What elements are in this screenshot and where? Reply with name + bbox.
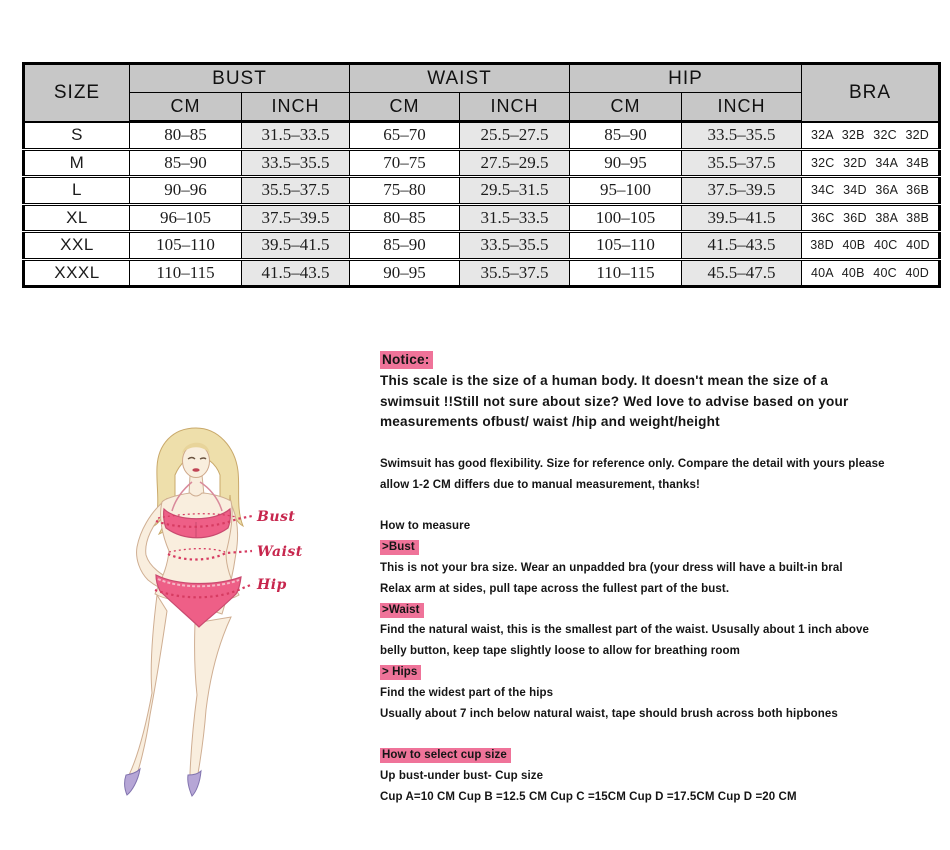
note-line xyxy=(380,600,940,621)
table-row xyxy=(24,259,940,287)
note-line xyxy=(380,516,940,537)
table-cell-bust_cm: 96–105 xyxy=(130,204,242,232)
table-cell-waist_cm: 75–80 xyxy=(350,177,460,205)
note-text: Notice: xyxy=(380,351,433,369)
note-text: Up bust-under bust- Cup size xyxy=(380,769,544,782)
table-cell-bust_inch: 37.5–39.5 xyxy=(242,204,350,232)
note-line xyxy=(380,558,940,579)
lips xyxy=(192,468,199,472)
table-cell-size: M xyxy=(24,149,130,177)
note-line xyxy=(380,392,940,413)
note-line xyxy=(380,745,940,766)
waist-label: Waist xyxy=(257,544,303,560)
table-cell-size: XXXL xyxy=(24,259,130,287)
header-size: SIZE xyxy=(24,64,130,122)
right-leg xyxy=(190,617,231,785)
table-row xyxy=(24,177,940,205)
table-cell-waist_inch: 35.5–37.5 xyxy=(460,259,570,287)
note-line xyxy=(380,454,940,475)
table-cell-hip_inch: 39.5–41.5 xyxy=(682,204,802,232)
note-spacer xyxy=(380,724,940,745)
note-text: How to select cup size xyxy=(380,748,511,763)
table-cell-hip_inch: 33.5–35.5 xyxy=(682,122,802,150)
header-hip-inch: INCH xyxy=(682,93,802,122)
table-cell-bust_cm: 80–85 xyxy=(130,122,242,150)
table-cell-bust_inch: 39.5–41.5 xyxy=(242,232,350,260)
note-text: >Waist xyxy=(380,603,424,618)
note-line xyxy=(380,537,940,558)
table-cell-bra: 34C 34D 36A 36B xyxy=(802,177,940,205)
note-line xyxy=(380,766,940,787)
header-hip-cm: CM xyxy=(570,93,682,122)
table-cell-hip_inch: 45.5–47.5 xyxy=(682,259,802,287)
note-text: swimsuit !!Still not sure about size? Wed love to advise based on your xyxy=(380,393,849,409)
table-cell-hip_inch: 41.5–43.5 xyxy=(682,232,802,260)
note-text: This is not your bra size. Wear an unpadded bra (your dress will have a built-in bral xyxy=(380,561,843,574)
note-text: belly button, keep tape slightly loose to allow for breathing room xyxy=(380,645,740,658)
table-cell-hip_cm: 85–90 xyxy=(570,122,682,150)
table-cell-size: S xyxy=(24,122,130,150)
table-cell-waist_cm: 70–75 xyxy=(350,149,460,177)
table-cell-bust_inch: 31.5–33.5 xyxy=(242,122,350,150)
table-row xyxy=(24,149,940,177)
header-bust-inch: INCH xyxy=(242,93,350,122)
table-cell-bra: 38D 40B 40C 40D xyxy=(802,232,940,260)
table-cell-bust_cm: 110–115 xyxy=(130,259,242,287)
table-cell-hip_inch: 35.5–37.5 xyxy=(682,149,802,177)
note-text: >Bust xyxy=(380,540,419,555)
table-cell-hip_cm: 90–95 xyxy=(570,149,682,177)
note-text: This scale is the size of a human body. It doesn't mean the size of a xyxy=(380,372,829,388)
header-waist: WAIST xyxy=(350,64,570,93)
hip-label: Hip xyxy=(257,577,287,593)
note-text: > Hips xyxy=(380,665,421,680)
table-cell-bust_cm: 105–110 xyxy=(130,232,242,260)
note-text: How to measure xyxy=(380,520,471,533)
table-cell-bra: 40A 40B 40C 40D xyxy=(802,259,940,287)
table-row xyxy=(24,204,940,232)
table-cell-hip_cm: 95–100 xyxy=(570,177,682,205)
table-cell-hip_cm: 105–110 xyxy=(570,232,682,260)
size-chart-table xyxy=(22,62,941,288)
note-text: Relax arm at sides, pull tape across the fullest part of the bust. xyxy=(380,582,730,595)
table-cell-waist_inch: 27.5–29.5 xyxy=(460,149,570,177)
table-cell-bust_inch: 35.5–37.5 xyxy=(242,177,350,205)
table-cell-bra: 32A 32B 32C 32D xyxy=(802,122,940,150)
table-cell-size: L xyxy=(24,177,130,205)
table-cell-waist_cm: 85–90 xyxy=(350,232,460,260)
table-cell-bust_inch: 41.5–43.5 xyxy=(242,259,350,287)
table-cell-bust_inch: 33.5–35.5 xyxy=(242,149,350,177)
right-shoe xyxy=(188,771,201,796)
note-line xyxy=(380,704,940,725)
notes-column xyxy=(380,350,940,808)
note-line xyxy=(380,787,940,808)
table-cell-size: XXL xyxy=(24,232,130,260)
table-row xyxy=(24,232,940,260)
table-cell-bust_cm: 90–96 xyxy=(130,177,242,205)
note-line xyxy=(380,475,940,496)
figure-sketch xyxy=(100,425,390,820)
note-text: Usually about 7 inch below natural waist, tape should brush across both hipbones xyxy=(380,707,838,720)
table-cell-bust_cm: 85–90 xyxy=(130,149,242,177)
table-cell-hip_inch: 37.5–39.5 xyxy=(682,177,802,205)
note-line xyxy=(380,641,940,662)
table-cell-waist_inch: 31.5–33.5 xyxy=(460,204,570,232)
note-text: Find the natural waist, this is the smallest part of the waist. Ususally about 1 inch above xyxy=(380,624,870,637)
header-hip: HIP xyxy=(570,64,802,93)
size-table-body xyxy=(24,122,940,287)
table-cell-waist_cm: 65–70 xyxy=(350,122,460,150)
table-cell-bra: 36C 36D 38A 38B xyxy=(802,204,940,232)
table-cell-bra: 32C 32D 34A 34B xyxy=(802,149,940,177)
header-bust-cm: CM xyxy=(130,93,242,122)
header-bra: BRA xyxy=(802,64,940,122)
table-cell-waist_cm: 80–85 xyxy=(350,204,460,232)
note-line xyxy=(380,662,940,683)
note-line xyxy=(380,683,940,704)
table-cell-waist_cm: 90–95 xyxy=(350,259,460,287)
header-waist-cm: CM xyxy=(350,93,460,122)
note-spacer xyxy=(380,496,940,517)
note-line xyxy=(380,579,940,600)
header-bust: BUST xyxy=(130,64,350,93)
note-text: Find the widest part of the hips xyxy=(380,686,554,699)
note-line xyxy=(380,412,940,433)
note-text: allow 1-2 CM differs due to manual measurement, thanks! xyxy=(380,478,700,491)
note-line xyxy=(380,350,940,371)
left-leg xyxy=(126,595,167,789)
left-shoe xyxy=(125,769,140,795)
note-text: Swimsuit has good flexibility. Size for reference only. Compare the detail with yours please xyxy=(380,457,885,470)
note-text: measurements ofbust/ waist /hip and weight/height xyxy=(380,414,720,430)
body-measurement-figure xyxy=(100,425,390,820)
note-line xyxy=(380,620,940,641)
size-chart-table-wrap xyxy=(22,62,941,288)
header-waist-inch: INCH xyxy=(460,93,570,122)
table-cell-size: XL xyxy=(24,204,130,232)
bust-label: Bust xyxy=(257,509,296,525)
note-line xyxy=(380,371,940,392)
table-cell-hip_cm: 100–105 xyxy=(570,204,682,232)
note-text: Cup A=10 CM Cup B =12.5 CM Cup C =15CM Cup D =17.5CM Cup D =20 CM xyxy=(380,790,797,803)
table-row xyxy=(24,122,940,150)
table-cell-waist_inch: 33.5–35.5 xyxy=(460,232,570,260)
table-cell-waist_inch: 25.5–27.5 xyxy=(460,122,570,150)
table-cell-hip_cm: 110–115 xyxy=(570,259,682,287)
note-spacer xyxy=(380,433,940,454)
table-cell-waist_inch: 29.5–31.5 xyxy=(460,177,570,205)
